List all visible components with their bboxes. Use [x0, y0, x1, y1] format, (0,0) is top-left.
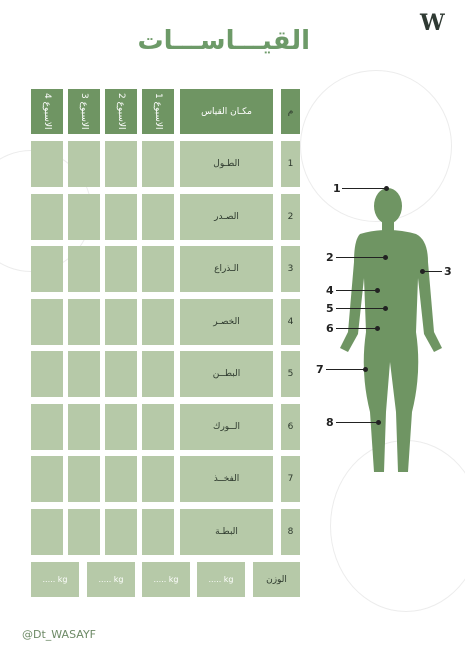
footer-handle: @Dt_WASAYF [22, 628, 96, 641]
measurement-cell[interactable] [31, 456, 63, 502]
measurement-cell[interactable] [142, 141, 174, 187]
marker-label: 3 [444, 265, 452, 278]
measurement-cell[interactable] [31, 404, 63, 450]
measurement-cell[interactable] [105, 299, 137, 345]
weight-cell[interactable]: ..... kg [197, 562, 245, 597]
marker-dot [384, 186, 389, 191]
measurement-cell[interactable] [105, 194, 137, 240]
marker-dot [375, 288, 380, 293]
weight-cell[interactable]: ..... kg [87, 562, 135, 597]
row-num: 5 [281, 351, 300, 397]
header-week-4: الاسبوع 4 [31, 89, 63, 134]
marker-label: 6 [326, 322, 334, 335]
measurement-cell[interactable] [31, 299, 63, 345]
row-label: الـذراع [180, 246, 273, 292]
marker-dot [383, 306, 388, 311]
marker-dot [383, 255, 388, 260]
marker-line [336, 422, 378, 423]
marker-label: 4 [326, 284, 334, 297]
row-num: 3 [281, 246, 300, 292]
measurement-cell[interactable] [105, 456, 137, 502]
measurement-cell[interactable] [142, 456, 174, 502]
measurement-cell[interactable] [31, 509, 63, 555]
weight-cell[interactable]: ..... kg [31, 562, 79, 597]
row-num: 7 [281, 456, 300, 502]
measurement-cell[interactable] [31, 194, 63, 240]
marker-dot [375, 326, 380, 331]
row-label: البطــن [180, 351, 273, 397]
marker-dot [420, 269, 425, 274]
measurement-cell[interactable] [68, 194, 100, 240]
measurement-cell[interactable] [68, 509, 100, 555]
marker-line [342, 188, 386, 189]
marker-label: 1 [333, 182, 341, 195]
header-place: مكـان القياس [180, 89, 273, 134]
row-num: 6 [281, 404, 300, 450]
page-title: القيـــاســـات [137, 26, 310, 56]
measurement-cell[interactable] [142, 351, 174, 397]
measurement-cell[interactable] [68, 351, 100, 397]
row-label: الطـول [180, 141, 273, 187]
measurement-cell[interactable] [68, 246, 100, 292]
header-week-3: الاسبوع 3 [68, 89, 100, 134]
measurement-cell[interactable] [31, 351, 63, 397]
header-week-1: الاسبوع 1 [142, 89, 174, 134]
measurement-cell[interactable] [31, 141, 63, 187]
measurement-cell[interactable] [142, 509, 174, 555]
row-label: الــورك [180, 404, 273, 450]
measurement-cell[interactable] [68, 299, 100, 345]
row-num: 1 [281, 141, 300, 187]
weight-cell[interactable]: ..... kg [142, 562, 190, 597]
measurement-cell[interactable] [105, 351, 137, 397]
header-num: م [281, 89, 300, 134]
measurement-cell[interactable] [105, 509, 137, 555]
marker-line [336, 328, 377, 329]
marker-label: 5 [326, 302, 334, 315]
row-label: الفخــذ [180, 456, 273, 502]
measurement-cell[interactable] [68, 404, 100, 450]
marker-dot [376, 420, 381, 425]
measurement-cell[interactable] [142, 404, 174, 450]
weight-label: الوزن [253, 562, 300, 597]
measurement-cell[interactable] [142, 194, 174, 240]
row-label: الخصـر [180, 299, 273, 345]
measurement-cell[interactable] [105, 246, 137, 292]
row-num: 4 [281, 299, 300, 345]
measurement-cell[interactable] [142, 246, 174, 292]
row-num: 8 [281, 509, 300, 555]
marker-line [326, 369, 365, 370]
row-num: 2 [281, 194, 300, 240]
marker-line [336, 290, 377, 291]
marker-line [422, 271, 442, 272]
marker-label: 7 [316, 363, 324, 376]
brand-logo: W [420, 10, 441, 36]
marker-line [336, 257, 385, 258]
marker-label: 2 [326, 251, 334, 264]
measurement-cell[interactable] [68, 141, 100, 187]
header-week-2: الاسبوع 2 [105, 89, 137, 134]
measurement-cell[interactable] [31, 246, 63, 292]
body-silhouette [330, 182, 450, 482]
row-label: الصـدر [180, 194, 273, 240]
marker-dot [363, 367, 368, 372]
measurement-cell[interactable] [68, 456, 100, 502]
measurement-cell[interactable] [142, 299, 174, 345]
measurement-cell[interactable] [105, 404, 137, 450]
row-label: البطـة [180, 509, 273, 555]
measurement-cell[interactable] [105, 141, 137, 187]
marker-line [336, 308, 385, 309]
marker-label: 8 [326, 416, 334, 429]
